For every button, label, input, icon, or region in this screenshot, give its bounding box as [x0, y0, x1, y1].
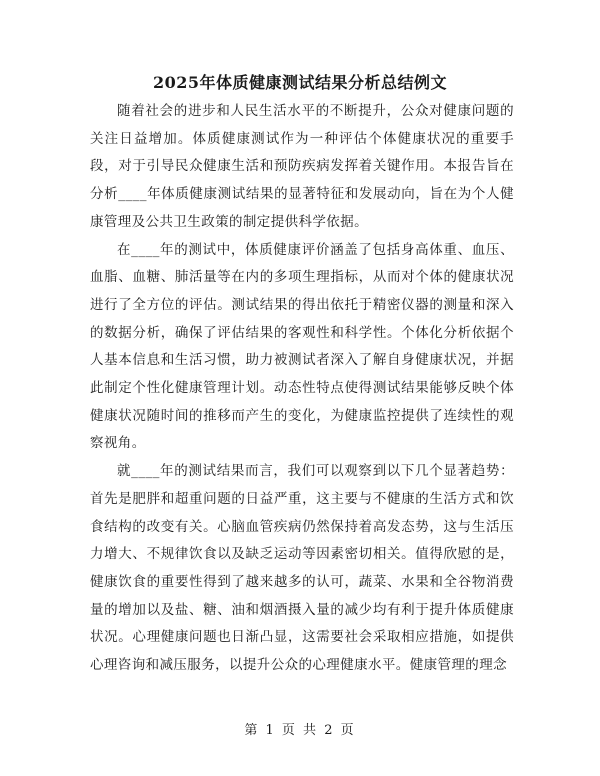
document-title: 2025年体质健康测试结果分析总结例文	[152, 73, 448, 92]
document-body	[90, 98, 514, 680]
paragraph-trends: 就____年的测试结果而言，我们可以观察到以下几个显著趋势：首先是肥胖和超重问题的日益严重，这主要与不健康的生活方式和饮食结构的改变有关。心脑血管疾病仍然保持着高发态势，这与生活压力增大、不规律饮食以及缺乏运动等因素密切相关。值得欣慰的是，健康饮食的重要性得到了越来越多的认可，蔬菜、水果和全谷物消费量的增加以及盐、糖、油和烟酒摄入量的减少均有利于提升体质健康状况。心理健康问题也日渐凸显，这需要社会采取相应措施，如提供心理咨询和减压服务，以提升公众的心理健康水平。健康管理的理念	[90, 463, 514, 674]
paragraph-test-content: 在____年的测试中，体质健康评价涵盖了包括身高体重、血压、血脂、血糖、肺活量等在内的多项生理指标，从而对个体的健康状况进行了全方位的评估。测试结果的得出依托于精密仪器的测量和深入的数据分析，确保了评估结果的客观性和科学性。个体化分析依据个人基本信息和生活习惯，助力被测试者深入了解自身健康状况，并据此制定个性化健康管理计划。动态性特点使得测试结果能够反映个体健康状况随时间的推移而产生的变化，为健康监控提供了连续性的观察视角。	[90, 241, 514, 452]
paragraph-introduction: 随着社会的进步和人民生活水平的不断提升，公众对健康问题的关注日益增加。体质健康测试作为一种评估个体健康状况的重要手段，对于引导民众健康生活和预防疾病发挥着关键作用。本报告旨在分析____年体质健康测试结果的显著特征和发展动向，旨在为个人健康管理及公共卫生政策的制定提供科学依据。	[90, 103, 514, 230]
page-number-footer: 第 1 页 共 2 页	[244, 723, 356, 738]
